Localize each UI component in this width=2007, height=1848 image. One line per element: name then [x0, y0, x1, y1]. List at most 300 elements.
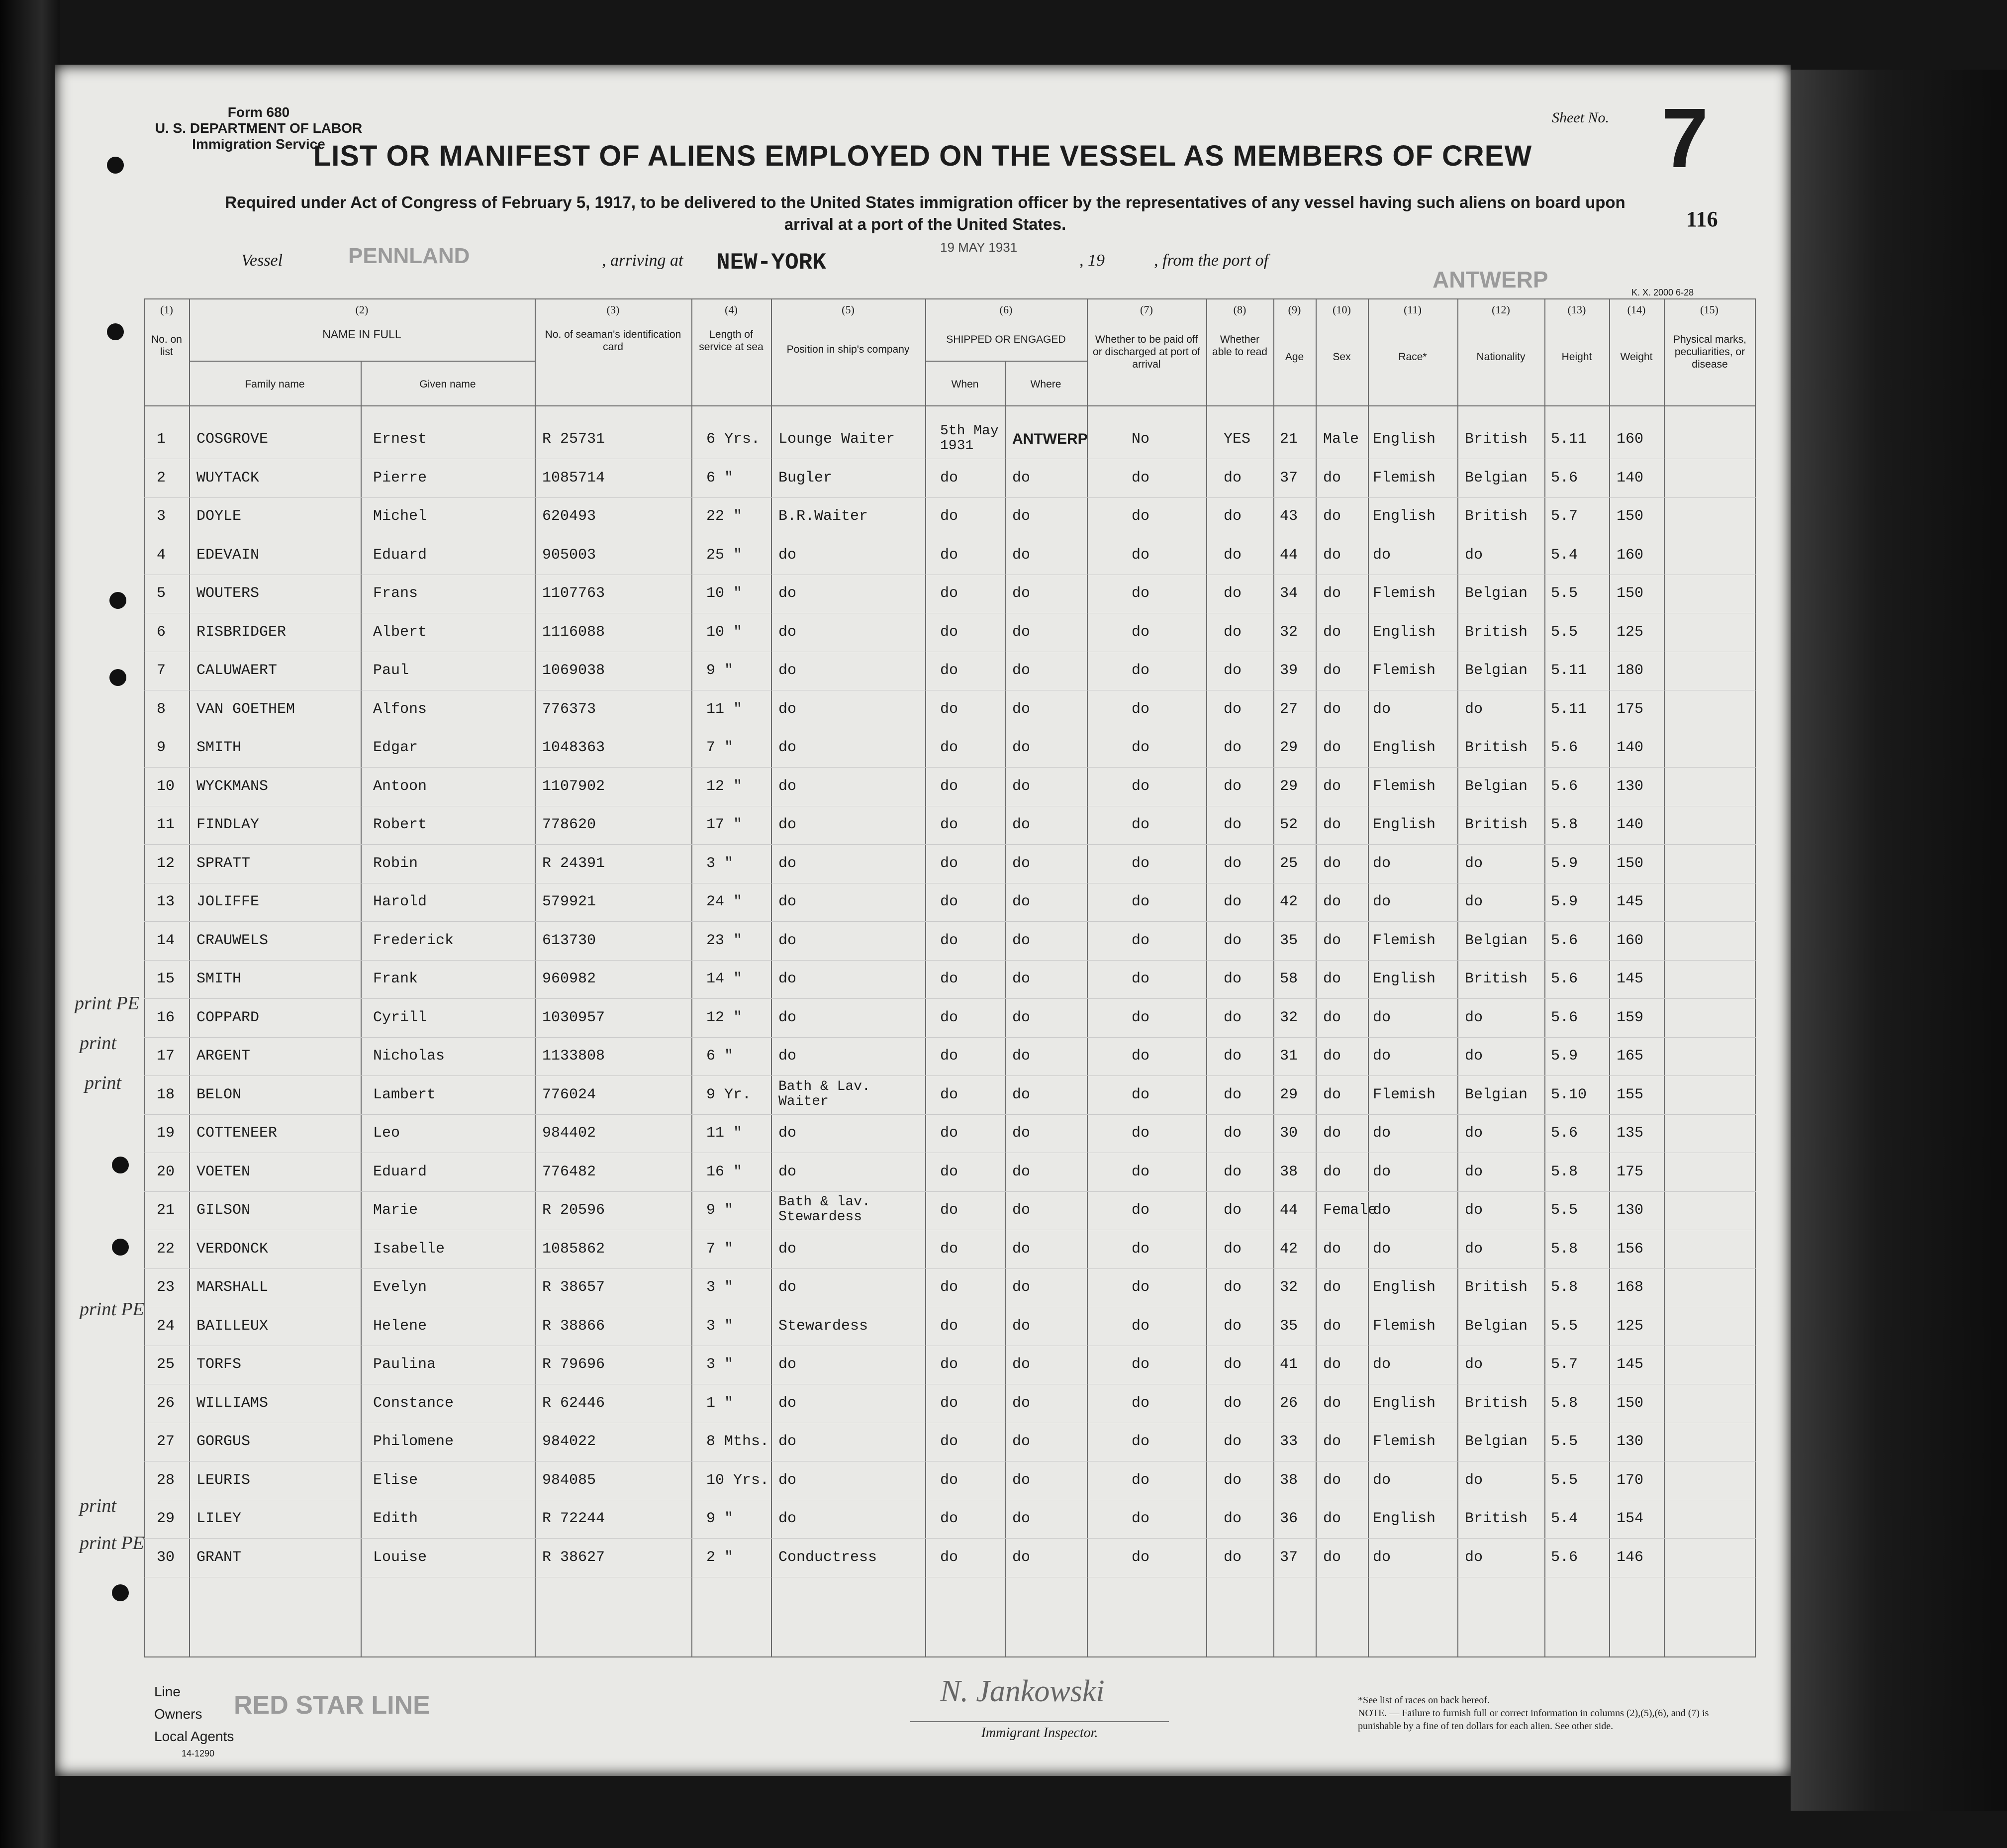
able-to-read: do: [1224, 1279, 1242, 1296]
age: 35: [1280, 1317, 1298, 1335]
shipped-when: do: [940, 893, 958, 910]
paid-off: do: [1132, 1009, 1150, 1026]
paid-off: do: [1132, 700, 1150, 718]
able-to-read: do: [1224, 700, 1242, 718]
age: 44: [1280, 1202, 1298, 1219]
race: Flemish: [1373, 932, 1436, 949]
family-name: GRANT: [196, 1549, 242, 1566]
id-card: R 62446: [542, 1394, 605, 1412]
table-bottom-border: [144, 1656, 1756, 1657]
race: Flemish: [1373, 585, 1436, 602]
weight: 180: [1617, 662, 1644, 679]
from-port-label: , from the port of: [1154, 251, 1269, 270]
table-row: [144, 423, 1756, 461]
race: English: [1373, 816, 1436, 833]
able-to-read: do: [1224, 893, 1242, 910]
sex: do: [1323, 1086, 1341, 1103]
position: do: [778, 1279, 797, 1296]
sex: do: [1323, 1048, 1341, 1065]
age: 32: [1280, 623, 1298, 641]
able-to-read: YES: [1224, 431, 1251, 448]
row-number: 2: [157, 469, 166, 486]
family-name: RISBRIDGER: [196, 623, 287, 641]
shipped-when: do: [940, 932, 958, 949]
shipped-when: do: [940, 1394, 958, 1412]
nationality: do: [1465, 893, 1483, 910]
sex: do: [1323, 700, 1341, 718]
paid-off: do: [1132, 662, 1150, 679]
shipped-when: do: [940, 1279, 958, 1296]
race: English: [1373, 739, 1436, 756]
weight: 145: [1617, 893, 1644, 910]
given-name: Frans: [373, 585, 418, 602]
race: Flemish: [1373, 778, 1436, 795]
row-number: 23: [157, 1279, 175, 1296]
table-row: [144, 885, 1756, 924]
service: Immigration Service: [192, 136, 325, 152]
paid-off: do: [1132, 893, 1150, 910]
age: 36: [1280, 1510, 1298, 1527]
col-header-no: No. on list: [151, 334, 182, 358]
row-number: 19: [157, 1125, 175, 1142]
table-row: [144, 847, 1756, 885]
race: do: [1373, 1240, 1391, 1258]
age: 35: [1280, 932, 1298, 949]
family-name: WUYTACK: [196, 469, 260, 486]
sex: do: [1323, 1471, 1341, 1489]
given-name: Louise: [373, 1549, 427, 1566]
position: do: [778, 816, 797, 833]
arriving-port: NEW-YORK: [716, 250, 826, 276]
service-length: 7 ": [706, 1240, 734, 1258]
service-length: 7 ": [706, 739, 734, 756]
paid-off: do: [1132, 739, 1150, 756]
given-name: Edgar: [373, 739, 418, 756]
table-row: [144, 1078, 1756, 1117]
race: English: [1373, 1394, 1436, 1412]
age: 33: [1280, 1433, 1298, 1450]
height: 5.5: [1551, 623, 1578, 641]
weight: 130: [1617, 1433, 1644, 1450]
height: 5.6: [1551, 1009, 1578, 1026]
height: 5.11: [1551, 700, 1587, 718]
able-to-read: do: [1224, 1317, 1242, 1335]
nationality: British: [1465, 431, 1528, 448]
shipped-where: do: [1012, 1510, 1031, 1527]
id-card: 1107763: [542, 585, 605, 602]
height: 5.8: [1551, 1240, 1578, 1258]
family-name: SMITH: [196, 739, 242, 756]
given-name: Robert: [373, 816, 427, 833]
nationality: Belgian: [1465, 778, 1528, 795]
height: 5.6: [1551, 932, 1578, 949]
weight: 155: [1617, 1086, 1644, 1103]
age: 58: [1280, 971, 1298, 987]
shipped-when: do: [940, 585, 958, 602]
from-port: ANTWERP: [1433, 267, 1548, 292]
nationality: do: [1465, 1163, 1483, 1180]
sex: do: [1323, 1549, 1341, 1566]
given-name: Pierre: [373, 469, 427, 486]
position: do: [778, 1240, 797, 1258]
age: 37: [1280, 1549, 1298, 1566]
table-row: [144, 1156, 1756, 1194]
service-length: 3 ": [706, 1356, 734, 1373]
row-number: 10: [157, 778, 175, 795]
service-length: 1 ": [706, 1394, 734, 1412]
arriving-label: , arriving at: [602, 251, 683, 270]
nationality: British: [1465, 1510, 1528, 1527]
shipped-where: do: [1012, 700, 1031, 718]
position: Stewardess: [778, 1317, 868, 1335]
family-name: DOYLE: [196, 508, 242, 525]
shipped-when: do: [940, 546, 958, 564]
nationality: do: [1465, 546, 1483, 564]
position: B.R.Waiter: [778, 508, 868, 525]
family-name: BELON: [196, 1086, 242, 1103]
weight: 135: [1617, 1125, 1644, 1142]
row-number: 1: [157, 431, 166, 448]
col-header-weight: Weight: [1620, 351, 1653, 363]
height: 5.5: [1551, 585, 1578, 602]
binder-hole: [107, 323, 124, 340]
given-name: Albert: [373, 623, 427, 641]
table-row: [144, 1271, 1756, 1309]
race: Flemish: [1373, 1317, 1436, 1335]
race: Flemish: [1373, 662, 1436, 679]
sex: do: [1323, 893, 1341, 910]
shipped-when: do: [940, 739, 958, 756]
able-to-read: do: [1224, 662, 1242, 679]
able-to-read: do: [1224, 546, 1242, 564]
shipped-where: do: [1012, 469, 1031, 486]
service-length: 17 ": [706, 816, 743, 833]
row-number: 28: [157, 1471, 175, 1489]
paid-off: do: [1132, 1394, 1150, 1412]
col-header-service: Length of service at sea: [699, 329, 764, 353]
height: 5.6: [1551, 469, 1578, 486]
shipped-where: do: [1012, 1394, 1031, 1412]
given-name: Marie: [373, 1202, 418, 1219]
position: do: [778, 623, 797, 641]
weight: 150: [1617, 508, 1644, 525]
vessel-label: Vessel: [241, 251, 283, 270]
table-row: [144, 924, 1756, 963]
row-number: 13: [157, 893, 175, 910]
col-num: (10): [1333, 303, 1351, 316]
form-code: K. X. 2000 6-28: [1631, 288, 1694, 297]
page-number: 116: [1686, 207, 1718, 231]
family-name: COPPARD: [196, 1009, 260, 1026]
id-card: R 38627: [542, 1549, 605, 1566]
sex: Female: [1323, 1202, 1377, 1219]
nationality: do: [1465, 1125, 1483, 1142]
table-top-border: [144, 298, 1756, 299]
family-name: EDEVAIN: [196, 546, 260, 564]
race: Flemish: [1373, 1086, 1436, 1103]
race: English: [1373, 971, 1436, 987]
sheet-number: 7: [1661, 91, 1709, 186]
col-header-where: Where: [1030, 379, 1061, 390]
weight: 154: [1617, 1510, 1644, 1527]
department: U. S. DEPARTMENT OF LABOR: [155, 120, 363, 136]
table-row: [144, 539, 1756, 577]
able-to-read: do: [1224, 1009, 1242, 1026]
race: do: [1373, 700, 1391, 718]
row-number: 25: [157, 1356, 175, 1373]
height: 5.7: [1551, 508, 1578, 525]
col-header-when: When: [951, 379, 979, 390]
weight: 130: [1617, 1202, 1644, 1219]
col-num: (3): [606, 303, 620, 316]
shipped-when: do: [940, 1009, 958, 1026]
given-name: Eduard: [373, 546, 427, 564]
service-length: 3 ": [706, 1317, 734, 1335]
race: English: [1373, 1279, 1436, 1296]
family-name: FINDLAY: [196, 816, 260, 833]
service-length: 8 Mths.: [706, 1433, 769, 1450]
nationality: Belgian: [1465, 1086, 1528, 1103]
shipped-when: do: [940, 1240, 958, 1258]
nationality: British: [1465, 971, 1528, 987]
table-row: [144, 693, 1756, 731]
book-binding: [0, 0, 60, 1848]
nationality: Belgian: [1465, 469, 1528, 486]
shipped-where: do: [1012, 508, 1031, 525]
height: 5.8: [1551, 1394, 1578, 1412]
col-header-paid-off: Whether to be paid off or discharged at port of arrival: [1093, 334, 1200, 370]
id-card: 1030957: [542, 1009, 605, 1026]
col-header-physical: Physical marks, peculiarities, or disease: [1673, 334, 1747, 370]
family-name: BAILLEUX: [196, 1317, 269, 1335]
shipped-where: do: [1012, 1317, 1031, 1335]
family-name: ARGENT: [196, 1048, 251, 1065]
shipped-where: do: [1012, 1240, 1031, 1258]
nationality: British: [1465, 508, 1528, 525]
col-header-height: Height: [1561, 351, 1592, 363]
paid-off: do: [1132, 1510, 1150, 1527]
able-to-read: do: [1224, 932, 1242, 949]
family-name: VERDONCK: [196, 1240, 269, 1258]
age: 26: [1280, 1394, 1298, 1412]
id-card: 1048363: [542, 739, 605, 756]
service-length: 6 ": [706, 469, 734, 486]
shipped-when: do: [940, 1317, 958, 1335]
nationality: do: [1465, 1009, 1483, 1026]
row-number: 4: [157, 546, 166, 564]
position: Bugler: [778, 469, 833, 486]
table-row: [144, 1348, 1756, 1386]
col-header-family: Family name: [245, 379, 305, 390]
race: do: [1373, 1471, 1391, 1489]
able-to-read: do: [1224, 739, 1242, 756]
sex: do: [1323, 469, 1341, 486]
col-header-age: Age: [1285, 351, 1304, 363]
height: 5.6: [1551, 778, 1578, 795]
age: 42: [1280, 1240, 1298, 1258]
col-header-read: Whether able to read: [1212, 334, 1267, 358]
id-card: R 79696: [542, 1356, 605, 1373]
paid-off: No: [1132, 431, 1150, 448]
age: 21: [1280, 431, 1298, 448]
table-row: [144, 462, 1756, 500]
age: 38: [1280, 1471, 1298, 1489]
able-to-read: do: [1224, 1510, 1242, 1527]
age: 32: [1280, 1279, 1298, 1296]
id-card: 778620: [542, 816, 596, 833]
paid-off: do: [1132, 1317, 1150, 1335]
col-header-name: NAME IN FULL: [322, 328, 401, 341]
sheet-label: Sheet No.: [1552, 109, 1609, 126]
row-number: 8: [157, 700, 166, 718]
crew-table: [144, 298, 1756, 1666]
margin-note: print: [80, 1495, 116, 1516]
given-name: Paulina: [373, 1356, 436, 1373]
shipped-when: do: [940, 508, 958, 525]
height: 5.8: [1551, 1279, 1578, 1296]
family-name: COTTENEER: [196, 1125, 278, 1142]
age: 29: [1280, 739, 1298, 756]
service-length: 24 ": [706, 893, 743, 910]
id-card: 613730: [542, 932, 596, 949]
table-row: [144, 1194, 1756, 1232]
id-card: 905003: [542, 546, 596, 564]
given-name: Isabelle: [373, 1240, 445, 1258]
row-number: 11: [157, 816, 175, 833]
paid-off: do: [1132, 1202, 1150, 1219]
height: 5.9: [1551, 893, 1578, 910]
service-length: 12 ": [706, 1009, 743, 1026]
family-name: TORFS: [196, 1356, 242, 1373]
shipped-when: do: [940, 700, 958, 718]
row-number: 26: [157, 1394, 175, 1412]
given-name: Harold: [373, 893, 427, 910]
vessel-name: PENNLAND: [348, 244, 470, 268]
position: do: [778, 700, 797, 718]
age: 37: [1280, 469, 1298, 486]
given-name: Lambert: [373, 1086, 436, 1103]
paid-off: do: [1132, 469, 1150, 486]
shipped-where: do: [1012, 1279, 1031, 1296]
row-number: 7: [157, 662, 166, 679]
shipped-when: do: [940, 778, 958, 795]
row-number: 21: [157, 1202, 175, 1219]
row-number: 9: [157, 739, 166, 756]
sex: do: [1323, 932, 1341, 949]
sex: do: [1323, 1433, 1341, 1450]
weight: 150: [1617, 1394, 1644, 1412]
table-row: [144, 1001, 1756, 1040]
age: 34: [1280, 585, 1298, 602]
shipped-where: ANTWERP: [1012, 431, 1088, 447]
age: 41: [1280, 1356, 1298, 1373]
race: do: [1373, 546, 1391, 564]
margin-note: print PE: [80, 1533, 144, 1554]
position: do: [778, 546, 797, 564]
sex: do: [1323, 855, 1341, 872]
service-length: 3 ": [706, 855, 734, 872]
shipped-where: do: [1012, 932, 1031, 949]
given-name: Elise: [373, 1471, 418, 1489]
shipped-where: do: [1012, 662, 1031, 679]
given-name: Antoon: [373, 778, 427, 795]
able-to-read: do: [1224, 1433, 1242, 1450]
able-to-read: do: [1224, 816, 1242, 833]
nationality: do: [1465, 1202, 1483, 1219]
race: do: [1373, 855, 1391, 872]
sex: do: [1323, 623, 1341, 641]
id-card: 984085: [542, 1471, 596, 1489]
paid-off: do: [1132, 1279, 1150, 1296]
given-name: Evelyn: [373, 1279, 427, 1296]
able-to-read: do: [1224, 971, 1242, 987]
owners-stamp: RED STAR LINE: [234, 1691, 430, 1720]
page-subtitle: [154, 192, 1696, 235]
service-length: 9 Yr.: [706, 1086, 752, 1103]
col-header-nationality: Nationality: [1476, 351, 1526, 363]
nationality: British: [1465, 623, 1528, 641]
shipped-where: do: [1012, 1125, 1031, 1142]
manifest-sheet: [55, 65, 1791, 1776]
nationality: do: [1465, 1549, 1483, 1566]
row-number: 22: [157, 1240, 175, 1258]
age: 32: [1280, 1009, 1298, 1026]
row-number: 17: [157, 1048, 175, 1065]
binder-hole: [109, 669, 126, 686]
able-to-read: do: [1224, 1202, 1242, 1219]
height: 5.9: [1551, 1048, 1578, 1065]
owners-label: Owners: [154, 1706, 202, 1722]
shipped-where: do: [1012, 1086, 1031, 1103]
id-card: 1133808: [542, 1048, 605, 1065]
given-name: Cyrill: [373, 1009, 427, 1026]
sex: do: [1323, 1279, 1341, 1296]
position: Bath & lav. Stewardess: [778, 1194, 870, 1225]
shipped-when: do: [940, 1471, 958, 1489]
able-to-read: do: [1224, 1125, 1242, 1142]
table-row: [144, 1541, 1756, 1579]
height: 5.5: [1551, 1433, 1578, 1450]
id-card: 579921: [542, 893, 596, 910]
race: do: [1373, 1048, 1391, 1065]
paid-off: do: [1132, 778, 1150, 795]
race: English: [1373, 1510, 1436, 1527]
position: do: [778, 662, 797, 679]
inspector-label: Immigrant Inspector.: [981, 1725, 1098, 1741]
col-num: (1): [160, 303, 173, 316]
table-row: [144, 577, 1756, 615]
table-row: [144, 808, 1756, 847]
race: do: [1373, 1549, 1391, 1566]
family-name: GORGUS: [196, 1433, 251, 1450]
shipped-when: do: [940, 1163, 958, 1180]
table-row: [144, 500, 1756, 538]
race: English: [1373, 431, 1436, 448]
height: 5.8: [1551, 1163, 1578, 1180]
position: Lounge Waiter: [778, 431, 895, 448]
nationality: British: [1465, 739, 1528, 756]
race: do: [1373, 1356, 1391, 1373]
height: 5.5: [1551, 1202, 1578, 1219]
id-card: 776373: [542, 700, 596, 718]
family-name: SPRATT: [196, 855, 251, 872]
shipped-where: do: [1012, 1202, 1031, 1219]
binder-hole: [107, 157, 124, 174]
nationality: Belgian: [1465, 585, 1528, 602]
col-num: (6): [999, 303, 1013, 316]
age: 42: [1280, 893, 1298, 910]
height: 5.5: [1551, 1471, 1578, 1489]
